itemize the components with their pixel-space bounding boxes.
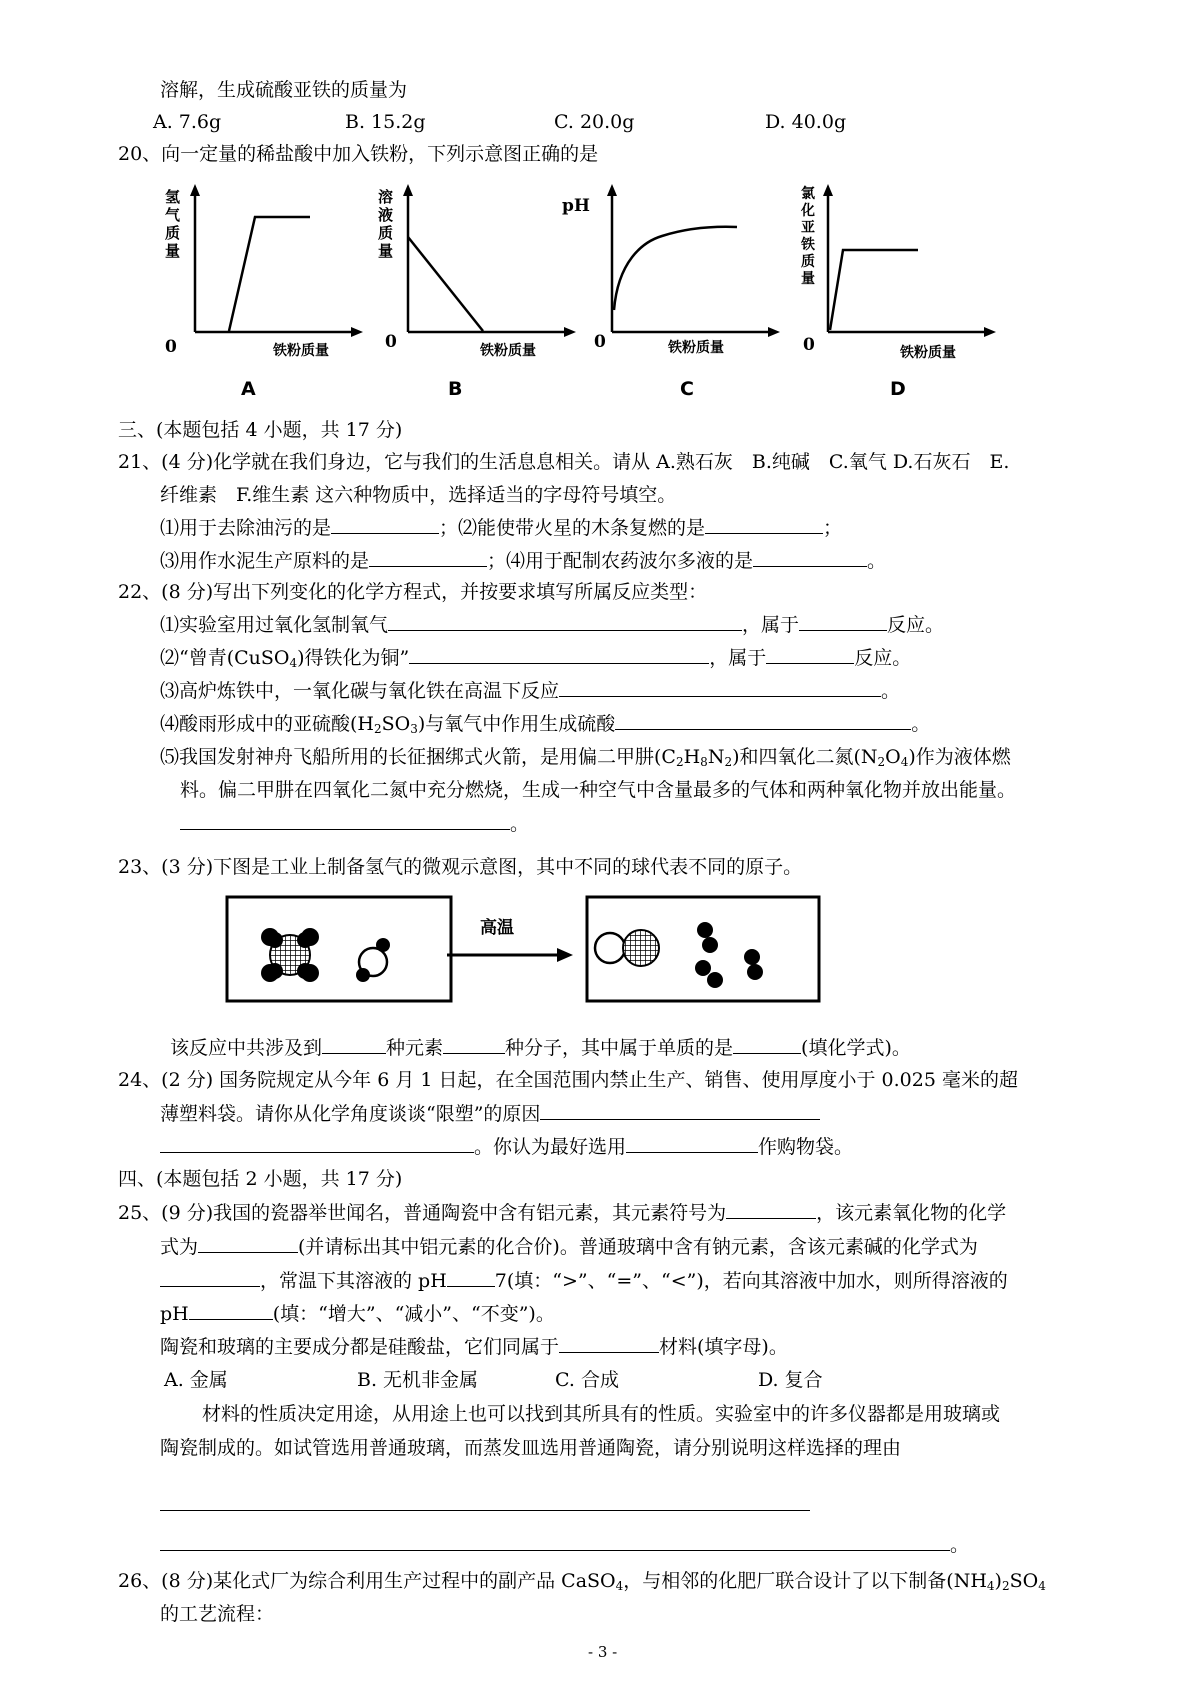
q25-line6: 材料的性质决定用途，从用途上也可以找到其所具有的性质。实验室中的许多仪器都是用玻璃或 xyxy=(202,1403,1001,1425)
q20-graphs xyxy=(0,0,1200,420)
graph-d-plot xyxy=(818,182,998,342)
q23-blank-element-substance[interactable] xyxy=(733,1035,801,1054)
q25-text-5a: 陶瓷和玻璃的主要成分都是硅酸盐，它们同属于 xyxy=(160,1336,560,1358)
q25-blank-symbol[interactable] xyxy=(726,1200,816,1219)
q22-1-equation-blank[interactable] xyxy=(388,612,742,631)
q22-part-1 xyxy=(160,612,944,637)
q22-2-sub: 4 xyxy=(289,656,298,670)
graph-a-zero: 0 xyxy=(165,337,177,357)
graph-b-xlabel: 铁粉质量 xyxy=(480,343,536,359)
q21-blank-3[interactable] xyxy=(369,548,487,567)
q26-sub-3: 2 xyxy=(1001,1579,1010,1593)
q20-stem: 20、向一定量的稀盐酸中加入铁粉，下列示意图正确的是 xyxy=(118,143,599,165)
q22-3-end: 。 xyxy=(881,680,901,702)
graph-b-ylabel-3: 量 xyxy=(378,242,394,260)
q23-text-c: 种分子，其中属于单质的是 xyxy=(505,1037,734,1059)
q22-5-sub-3: 2 xyxy=(724,755,733,769)
q22-3-text: ⑶高炉炼铁中，一氧化碳与氧化铁在高温下反应 xyxy=(160,680,560,702)
q22-part-5-line1 xyxy=(160,745,1011,769)
q23-arrow xyxy=(445,945,575,965)
q22-5-sub-4: 2 xyxy=(877,755,886,769)
q21-p2-end: ； xyxy=(823,517,843,539)
q25-blank-base[interactable] xyxy=(160,1268,260,1287)
q25-line3 xyxy=(160,1268,1008,1293)
q26-line2: 的工艺流程： xyxy=(160,1603,275,1625)
graph-d-xlabel: 铁粉质量 xyxy=(900,345,956,361)
q22-4-sub-1: 2 xyxy=(373,722,382,736)
q21-p1: ⑴用于去除油污的是 xyxy=(160,517,332,539)
q26-sub-4: 4 xyxy=(1038,1579,1046,1593)
graph-c-letter: C xyxy=(680,378,694,400)
q25-line5 xyxy=(160,1334,788,1359)
q24-line3 xyxy=(160,1134,853,1159)
q21-p3: ⑶用作水泥生产原料的是 xyxy=(160,550,370,572)
q19-option-d: D. 40.0g xyxy=(765,111,847,133)
graph-d-ylabel-3: 铁 xyxy=(801,237,815,253)
q25-blank-reason-1[interactable] xyxy=(160,1492,810,1511)
q21-p4-end: 。 xyxy=(867,550,887,572)
q21-blank-4[interactable] xyxy=(753,548,867,567)
q21-parts-1-2 xyxy=(160,515,842,540)
q25-text-1: 25、(9 分)我国的瓷器举世闻名，普通陶瓷中含有铝元素，其元素符号为 xyxy=(118,1202,727,1224)
q26-text-d: SO xyxy=(1009,1570,1039,1592)
q23-blank-elements[interactable] xyxy=(322,1035,386,1054)
q22-2-equation-blank[interactable] xyxy=(409,645,709,664)
graph-d-ylabel-0: 氯 xyxy=(801,186,815,202)
q22-5-text-d: )和四氧化二氮(N xyxy=(732,746,878,768)
graph-d-zero: 0 xyxy=(803,335,815,355)
q22-2-type-prefix: ，属于 xyxy=(709,647,767,669)
q24-line2-text: 薄塑料袋。请你从化学角度谈谈“限塑”的原因 xyxy=(160,1103,541,1125)
q26-sub-1: 4 xyxy=(615,1579,624,1593)
graph-a-ylabel-1: 气 xyxy=(165,206,181,224)
q22-part-4 xyxy=(160,711,930,736)
q25-text-5b: 材料(填字母)。 xyxy=(659,1336,788,1358)
q22-5-text-b: H xyxy=(683,746,701,768)
graph-a-xlabel: 铁粉质量 xyxy=(273,343,329,359)
q22-4-text-a: ⑷酸雨形成中的亚硫酸(H xyxy=(160,713,374,735)
q22-5-text-f: )作为液体燃 xyxy=(908,746,1011,768)
graph-b-ylabel-1: 液 xyxy=(378,206,394,224)
graph-d-ylabel-5: 量 xyxy=(801,271,815,287)
q19-option-c: C. 20.0g xyxy=(554,111,635,133)
q19-stem-tail: 溶解，生成硫酸亚铁的质量为 xyxy=(160,79,408,101)
q25-line1 xyxy=(118,1200,1006,1225)
q21-blank-1[interactable] xyxy=(331,515,439,534)
q21-line2: 纤维素 F.维生素 这六种物质中，选择适当的字母符号填空。 xyxy=(160,484,677,506)
q24-line2 xyxy=(160,1101,820,1126)
q22-5-sub-2: 8 xyxy=(700,755,708,769)
q22-4-sub-2: 3 xyxy=(410,722,418,736)
q22-5-sub-1: 2 xyxy=(675,755,684,769)
q25-option-b: B. 无机非金属 xyxy=(357,1369,479,1391)
q25-answer-line-1 xyxy=(160,1492,810,1517)
q25-text-1b: ，该元素氧化物的化学 xyxy=(816,1202,1007,1224)
q22-4-text-b: SO xyxy=(381,713,411,735)
q23-text-d: (填化学式)。 xyxy=(801,1037,911,1059)
graph-c-zero: 0 xyxy=(594,332,606,352)
q22-5-text-a: ⑸我国发射神舟飞船所用的长征捆绑式火箭，是用偏二甲肼(C xyxy=(160,746,676,768)
q26-text-a: 26、(8 分)某化式厂为综合利用生产过程中的副产品 CaSO xyxy=(118,1570,616,1592)
q26-text-b: ，与相邻的化肥厂联合设计了以下制备(NH xyxy=(623,1570,987,1592)
graph-a-letter: A xyxy=(241,378,256,400)
q22-part-5-answer xyxy=(180,811,529,836)
q25-text-3a: ，常温下其溶液的 pH xyxy=(260,1270,447,1292)
q21-parts-3-4 xyxy=(160,548,886,573)
q22-2-type-suffix: 反应。 xyxy=(854,647,912,669)
q22-part-3 xyxy=(160,678,900,703)
q23-products-box xyxy=(585,895,825,1005)
q23-stem: 23、(3 分)下图是工业上制备氢气的微观示意图，其中不同的球代表不同的原子。 xyxy=(118,856,803,878)
q23-blank-molecules[interactable] xyxy=(443,1035,505,1054)
q25-blank-oxide[interactable] xyxy=(198,1234,298,1253)
q22-5-sub-5: 4 xyxy=(900,755,909,769)
q21-p4: ；⑷用于配制农药波尔多液的是 xyxy=(487,550,754,572)
q23-text-b: 种元素 xyxy=(386,1037,444,1059)
q26-text-c: ) xyxy=(994,1570,1002,1592)
q24-blank-reason-1[interactable] xyxy=(540,1101,820,1120)
graph-b-ylabel-2: 质 xyxy=(378,224,394,242)
q22-part-5-line2: 料。偏二甲肼在四氧化二氮中充分燃烧，生成一种空气中含量最多的气体和两种氧化物并放出能量。 xyxy=(180,779,1017,801)
q22-2-text-b: )得铁化为铜” xyxy=(297,647,410,669)
q25-text-3b: 7(填：“>”、“=”、“<”)，若向其溶液中加水，则所得溶液的 xyxy=(494,1270,1008,1292)
q22-4-equation-blank[interactable] xyxy=(615,711,911,730)
graph-c-ylabel: pH xyxy=(562,196,590,216)
q22-stem: 22、(8 分)写出下列变化的化学方程式，并按要求填写所属反应类型： xyxy=(118,581,708,603)
q19-option-b: B. 15.2g xyxy=(345,111,426,133)
q23-text-a: 该反应中共涉及到 xyxy=(170,1037,323,1059)
q22-5-text-c: N xyxy=(707,746,725,768)
graph-a-plot xyxy=(185,182,365,342)
q25-line4 xyxy=(160,1301,555,1326)
q22-4-end: 。 xyxy=(911,713,931,735)
graph-a-ylabel-0: 氢 xyxy=(165,188,181,206)
graph-b-plot xyxy=(398,182,578,342)
q22-5-end: 。 xyxy=(510,813,530,835)
q25-answer-line-2 xyxy=(160,1532,969,1557)
q22-4-text-c: )与氧气中作用生成硫酸 xyxy=(417,713,616,735)
q22-1-text: ⑴实验室用过氧化氢制氧气 xyxy=(160,614,389,636)
q25-text-2a: 式为 xyxy=(160,1236,199,1258)
section-4-heading: 四、(本题包括 2 小题，共 17 分) xyxy=(118,1168,403,1190)
graph-d-ylabel-2: 亚 xyxy=(801,220,815,236)
q25-blank-ph-compare[interactable] xyxy=(447,1268,495,1287)
q23-arrow-label: 高温 xyxy=(480,918,514,938)
graph-d-ylabel-4: 质 xyxy=(801,254,815,270)
q25-option-d: D. 复合 xyxy=(758,1369,823,1391)
q25-text-4b: (填：“增大”、“减小”、“不变”)。 xyxy=(272,1303,555,1325)
graph-b-zero: 0 xyxy=(385,332,397,352)
graph-a-ylabel-3: 量 xyxy=(165,242,181,260)
q24-line1: 24、(2 分) 国务院规定从今年 6 月 1 日起，在全国范围内禁止生产、销售、使用厚度小于 0.025 毫米的超 xyxy=(118,1069,1018,1091)
graph-a-ylabel-2: 质 xyxy=(165,224,181,242)
q25-blank-reason-2[interactable] xyxy=(160,1532,950,1551)
q26-line1 xyxy=(118,1569,1046,1593)
q22-5-equation-blank[interactable] xyxy=(180,811,510,830)
graph-c-plot xyxy=(602,182,782,342)
q22-2-text-a: ⑵“曾青(CuSO xyxy=(160,647,290,669)
q25-option-c: C. 合成 xyxy=(555,1369,619,1391)
graph-d-letter: D xyxy=(890,378,906,400)
q25-line7: 陶瓷制成的。如试管选用普通玻璃，而蒸发皿选用普通陶瓷，请分别说明这样选择的理由 xyxy=(160,1437,902,1459)
q25-line2 xyxy=(160,1234,978,1259)
q25-end: 。 xyxy=(950,1534,970,1556)
q19-option-a: A. 7.6g xyxy=(153,111,222,133)
q23-answer-line xyxy=(170,1035,911,1060)
graph-d-ylabel-1: 化 xyxy=(801,203,815,219)
q22-part-2 xyxy=(160,645,911,670)
page-number: - 3 - xyxy=(588,1643,618,1661)
q22-2-type-blank[interactable] xyxy=(766,645,854,664)
q24-line3-text-a: 。你认为最好选用 xyxy=(474,1136,627,1158)
q25-text-4a: pH xyxy=(160,1303,189,1325)
section-3-heading: 三、(本题包括 4 小题，共 17 分) xyxy=(118,419,403,441)
q25-text-2b: (并请标出其中铝元素的化合价)。普通玻璃中含有钠元素，含该元素碱的化学式为 xyxy=(298,1236,978,1258)
q24-line3-text-b: 作购物袋。 xyxy=(758,1136,854,1158)
q22-3-equation-blank[interactable] xyxy=(559,678,881,697)
graph-b-letter: B xyxy=(448,378,463,400)
q25-blank-material[interactable] xyxy=(559,1334,659,1353)
graph-c-xlabel: 铁粉质量 xyxy=(668,340,724,356)
q25-option-a: A. 金属 xyxy=(164,1369,228,1391)
q22-1-type-prefix: ，属于 xyxy=(742,614,800,636)
q22-1-type-blank[interactable] xyxy=(799,612,887,631)
q26-sub-2: 4 xyxy=(986,1579,995,1593)
q25-blank-ph-change[interactable] xyxy=(189,1301,273,1320)
q21-blank-2[interactable] xyxy=(705,515,823,534)
q22-5-text-e: O xyxy=(885,746,901,768)
q24-blank-reason-2[interactable] xyxy=(160,1134,474,1153)
q21-p2: ；⑵能使带火星的木条复燃的是 xyxy=(439,517,706,539)
q24-blank-bag[interactable] xyxy=(626,1134,758,1153)
q21-line1: 21、(4 分)化学就在我们身边，它与我们的生活息息相关。请从 A.熟石灰 B.纯碱 C.氧气 D.石灰石 E. xyxy=(118,451,1010,473)
q22-1-type-suffix: 反应。 xyxy=(887,614,945,636)
graph-b-ylabel-0: 溶 xyxy=(378,188,394,206)
